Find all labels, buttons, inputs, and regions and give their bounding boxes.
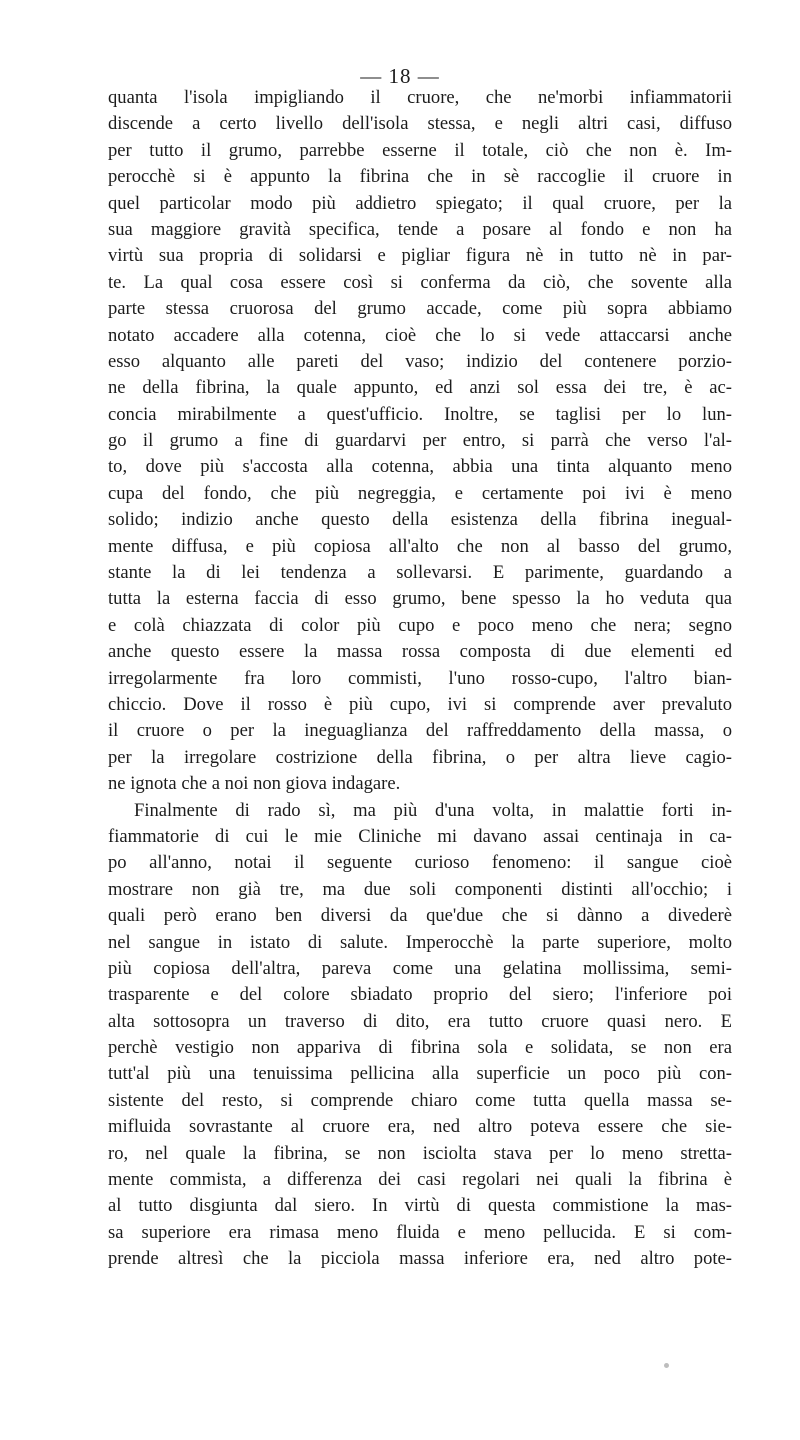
text-line: sa superiore era rimasa meno fluida e meno pellucida. E si com- <box>108 1221 732 1243</box>
text-line: per la irregolare costrizione della fibrina, o per altra lieve cagio- <box>108 746 732 768</box>
text-line: esso alquanto alle pareti del vaso; indizio del contenere porzio- <box>108 350 732 372</box>
text-line: mifluida sovrastante al cruore era, ned altro poteva essere che sie- <box>108 1116 732 1138</box>
text-line: ro, nel quale la fibrina, se non isciolta stava per lo meno stretta- <box>108 1142 732 1164</box>
text-line: quel particolar modo più addietro spiegato; il qual cruore, per la <box>108 192 732 214</box>
text-line: alta sottosopra un traverso di dito, era tutto cruore quasi nero. E <box>108 1010 732 1032</box>
text-line: chiccio. Dove il rosso è più cupo, ivi si comprende aver prevaluto <box>108 693 732 715</box>
text-line: tutt'al più una tenuissima pellicina alla superficie un poco più con- <box>108 1063 732 1085</box>
text-line: per tutto il grumo, parrebbe esserne il totale, ciò che non è. Im- <box>108 139 732 161</box>
text-line: quanta l'isola impigliando il cruore, che ne'morbi infiammatorii <box>108 87 732 108</box>
text-line: concia mirabilmente a quest'ufficio. Inoltre, se taglisi per lo lun- <box>108 403 732 425</box>
text-line: ne della fibrina, la quale appunto, ed anzi sol essa dei tre, è ac- <box>108 377 732 399</box>
text-line: po all'anno, notai il seguente curioso fenomeno: il sangue cioè <box>108 852 732 874</box>
text-line: mente diffusa, e più copiosa all'alto che non al basso del grumo, <box>108 535 732 557</box>
text-line: il cruore o per la ineguaglianza del raffreddamento della massa, o <box>108 720 732 742</box>
text-line: trasparente e del colore sbiadato proprio del siero; l'inferiore poi <box>108 984 732 1006</box>
text-line: parte stessa cruorosa del grumo accade, come più sopra abbiamo <box>108 298 732 320</box>
text-line: virtù sua propria di solidarsi e pigliar figura nè in tutto nè in par- <box>108 245 732 267</box>
text-line: irregolarmente fra loro commisti, l'uno rosso-cupo, l'altro bian- <box>108 667 732 689</box>
paper-speck <box>664 1363 669 1368</box>
text-line: più copiosa dell'altra, pareva come una gelatina mollissima, semi- <box>108 957 732 979</box>
text-line: perocchè si è appunto la fibrina che in sè raccoglie il cruore in <box>108 166 732 188</box>
text-line: tutta la esterna faccia di esso grumo, bene spesso la ho veduta qua <box>108 588 732 610</box>
text-line: perchè vestigio non appariva di fibrina sola e solidata, se non era <box>108 1037 732 1059</box>
text-line: sua maggiore gravità specifica, tende a posare al fondo e non ha <box>108 218 732 240</box>
page-number-header: — 18 — <box>360 64 440 88</box>
text-line: discende a certo livello dell'isola stessa, e negli altri casi, diffuso <box>108 113 732 135</box>
text-line: mostrare non già tre, ma due soli componenti distinti all'occhio; i <box>108 878 732 900</box>
text-line: prende altresì che la picciola massa inferiore era, ned altro pote- <box>108 1248 732 1270</box>
text-line: solido; indizio anche questo della esistenza della fibrina inegual- <box>108 509 732 531</box>
text-line: quali però erano ben diversi da que'due che si dànno a divederè <box>108 905 732 927</box>
text-line: cupa del fondo, che più negreggia, e certamente poi ivi è meno <box>108 482 732 504</box>
text-line: to, dove più s'accosta alla cotenna, abbia una tinta alquanto meno <box>108 456 732 478</box>
text-line: fiammatorie di cui le mie Cliniche mi davano assai centinaja in ca- <box>108 825 732 847</box>
text-line: te. La qual cosa essere così si conferma da ciò, che sovente alla <box>108 271 732 293</box>
text-line: go il grumo a fine di guardarvi per entro, si parrà che verso l'al- <box>108 430 732 452</box>
text-line: ne ignota che a noi non giova indagare. <box>108 773 401 795</box>
text-line: Finalmente di rado sì, ma più d'una volta, in malattie forti in- <box>134 799 732 821</box>
text-line: sistente del resto, si comprende chiaro come tutta quella massa se- <box>108 1089 732 1111</box>
text-line <box>108 1273 732 1299</box>
body-text <box>108 85 732 1299</box>
text-line: notato accadere alla cotenna, cioè che lo si vede attaccarsi anche <box>108 324 732 346</box>
text-line: al tutto disgiunta dal siero. In virtù di questa commistione la mas- <box>108 1195 732 1217</box>
text-line: nel sangue in istato di salute. Imperocchè la parte superiore, molto <box>108 931 732 953</box>
text-line: mente commista, a differenza dei casi regolari nei quali la fibrina è <box>108 1169 732 1191</box>
text-line: anche questo essere la massa rossa composta di due elementi ed <box>108 641 732 663</box>
text-line: stante la di lei tendenza a sollevarsi. E parimente, guardando a <box>108 562 732 584</box>
text-line: e colà chiazzata di color più cupo e poco meno che nera; segno <box>108 614 732 636</box>
